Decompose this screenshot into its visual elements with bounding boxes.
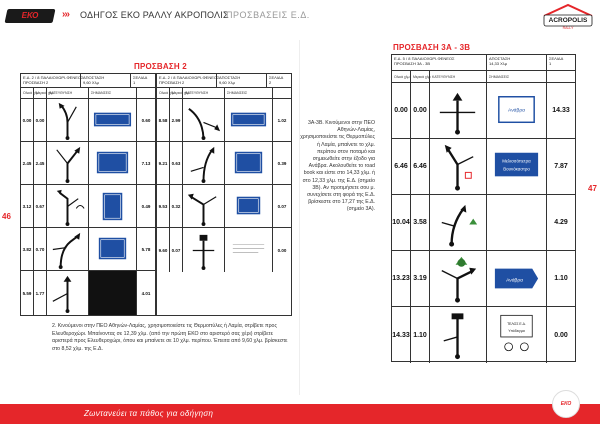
remaining-km: 0.00 xyxy=(554,331,568,339)
remaining-km: 0.39 xyxy=(277,160,287,166)
road-sign xyxy=(89,228,137,270)
roadbook-subheader: Ολικά χλμ Μερικά χλμ ΚΑΤΕΥΘΥΝΣΗ ΣΗΜΑΝΣΕΙΣ xyxy=(21,88,155,99)
junction-diagram xyxy=(47,142,89,184)
road-sign xyxy=(89,99,137,141)
partial-km: 0.63 xyxy=(170,142,183,184)
partial-km: 2.99 xyxy=(170,99,183,141)
roadbook-header: Ε.Δ. 2 / 8 ΠΑΛΑΙΟΧΩΡΙ-ΦΕΝΕΟΣ ΠΡΟΣΒΑΣΗ 2 ΑΠΟΣΤΑΣΗ 9,60 Χλμ ΣΕΛΙΔΑ 1 xyxy=(21,74,155,88)
total-km: 3.82 xyxy=(21,228,34,270)
roadbook-subheader: Ολικά χλμ Μερικά χλμ ΚΑΤΕΥΘΥΝΣΗ ΣΗΜΑΝΣΕΙΣ xyxy=(392,71,575,83)
total-km: 14.33 xyxy=(392,307,411,363)
road-sign xyxy=(89,142,137,184)
remaining-km: 0.60 xyxy=(141,117,151,123)
roadbook-header: Ε.Δ. 5 / 8 ΠΑΛΑΙΟΧΩΡΙ-ΦΕΝΕΟΣ ΠΡΟΣΒΑΣΗ 3Α - 3Β ΑΠΟΣΤΑΣΗ 14,33 Χλμ ΣΕΛΙΔΑ 1 xyxy=(392,55,575,71)
table-row xyxy=(157,99,291,142)
junction-diagram xyxy=(183,185,225,227)
partial-km: 1.77 xyxy=(34,271,47,315)
svg-text:Υπόδειγμα: Υπόδειγμα xyxy=(508,329,525,334)
total-km: 5.59 xyxy=(21,271,34,315)
table-row xyxy=(157,142,291,185)
svg-text:Ανάβρα: Ανάβρα xyxy=(506,278,524,284)
table-row xyxy=(21,271,155,315)
roadbook-right xyxy=(391,54,576,362)
partial-km: 2.45 xyxy=(34,142,47,184)
junction-diagram xyxy=(47,271,89,315)
road-sign xyxy=(225,99,273,141)
remaining-km: 1.10 xyxy=(554,275,568,282)
partial-km: 3.58 xyxy=(411,195,430,250)
remaining-km: 7.13 xyxy=(141,160,151,166)
chevron-right-icon: ››› xyxy=(62,9,69,20)
remaining-km: 1.02 xyxy=(277,117,287,123)
roadbook-header: Ε.Δ. 2 / 8 ΠΑΛΑΙΟΧΩΡΙ-ΦΕΝΕΟΣ ΠΡΟΣΒΑΣΗ 2 ΑΠΟΣΤΑΣΗ 9,60 Χλμ ΣΕΛΙΔΑ 2 xyxy=(157,74,291,88)
partial-km: 0.07 xyxy=(170,228,183,272)
table-row xyxy=(157,228,291,272)
remaining-km: 0.49 xyxy=(141,203,151,209)
total-km: 9.60 xyxy=(157,228,170,272)
acropolis-rally-logo xyxy=(540,2,596,30)
total-km: 13.23 xyxy=(392,251,411,306)
total-km: 6.46 xyxy=(392,139,411,194)
partial-km: 0.00 xyxy=(34,99,47,141)
remaining-km: 7.87 xyxy=(554,163,568,170)
page-number-left: 46 xyxy=(2,212,11,221)
page-header xyxy=(0,0,600,34)
page-divider xyxy=(299,40,300,395)
junction-diagram xyxy=(47,228,89,270)
page-number-right: 47 xyxy=(588,184,597,193)
junction-diagram xyxy=(430,195,487,250)
table-row xyxy=(392,83,575,139)
svg-text:ACROPOLIS: ACROPOLIS xyxy=(548,17,588,24)
total-km: 0.00 xyxy=(21,99,34,141)
junction-diagram xyxy=(430,251,487,306)
junction-diagram xyxy=(47,185,89,227)
table-row xyxy=(392,139,575,195)
remaining-km: 5.78 xyxy=(141,246,151,252)
svg-text:Μελισσόπετρα: Μελισσόπετρα xyxy=(502,158,531,164)
partial-km: 0.70 xyxy=(34,228,47,270)
partial-km: 0.00 xyxy=(411,83,430,138)
partial-km: 6.46 xyxy=(411,139,430,194)
road-sign xyxy=(225,228,273,272)
road-sign xyxy=(225,185,273,227)
footer-slogan: Ζωντανεύει τα πάθος για οδήγηση xyxy=(84,409,214,418)
junction-diagram xyxy=(183,99,225,141)
blank-cell xyxy=(89,271,137,315)
remaining-km: 14.33 xyxy=(552,107,570,114)
table-row xyxy=(157,185,291,228)
junction-diagram xyxy=(430,307,487,363)
section-heading-right: ΠΡΟΣΒΑΣΗ 3Α - 3Β xyxy=(393,43,471,52)
table-row xyxy=(392,251,575,307)
table-row xyxy=(392,195,575,251)
total-km: 2.45 xyxy=(21,142,34,184)
description-right: 3Α-3Β. Κινούμενοι στην ΠΕΟ Αθηνών-Λαμίας, χρησιμοποιείστε τις Θερμοπύλες ή Λαμία, μπαίνετε το χλμ. περίπου στον ποταμό και σημειωθείτε στην έξοδο για Ανάβρα. Ακολουθείτε το road book και είστε στο 14,33 χλμ. ή στο 12,33 χλμ. της Ε.Δ. (σημείο 3Β). Αν προτιμήσετε σου μ. συνεχίσετε στη φορά της Ε.Δ. βρίσκεστε στο 17,27 της Ε.Δ. (σημείο 3Α). xyxy=(300,120,375,213)
junction-diagram xyxy=(47,99,89,141)
svg-text:Ανάβρα: Ανάβρα xyxy=(508,108,525,114)
partial-km: 1.10 xyxy=(411,307,430,363)
eko-logo: ΕΚΟ xyxy=(5,9,56,23)
section-heading-left: ΠΡΟΣΒΑΣΗ 2 xyxy=(134,62,187,71)
road-sign xyxy=(487,307,547,363)
total-km: 10.04 xyxy=(392,195,411,250)
table-row xyxy=(21,99,155,142)
junction-diagram xyxy=(183,142,225,184)
roadbook-subheader: Ολικά χλμ Μερικά χλμ ΚΑΤΕΥΘΥΝΣΗ ΣΗΜΑΝΣΕΙΣ xyxy=(157,88,291,99)
eko-footer-logo: ΕΚΟ xyxy=(552,390,580,418)
table-row xyxy=(21,228,155,271)
table-row xyxy=(392,307,575,363)
total-km: 9.53 xyxy=(157,185,170,227)
partial-km: 3.19 xyxy=(411,251,430,306)
svg-text:RALLY: RALLY xyxy=(562,26,574,30)
total-km: 0.00 xyxy=(392,83,411,138)
page-footer xyxy=(0,401,600,424)
table-row xyxy=(21,185,155,228)
road-sign xyxy=(225,142,273,184)
remaining-km: 4.01 xyxy=(141,290,151,296)
svg-text:Βουνόκαστρο: Βουνόκαστρο xyxy=(503,166,530,172)
svg-text:ΤΕΛΟΣ Ε.Δ.: ΤΕΛΟΣ Ε.Δ. xyxy=(507,322,526,327)
road-sign xyxy=(487,139,547,194)
partial-km: 0.67 xyxy=(34,185,47,227)
junction-diagram xyxy=(430,83,487,138)
remaining-km: 0.07 xyxy=(277,203,287,209)
junction-diagram xyxy=(183,228,225,272)
roadbook-left-b xyxy=(156,73,292,316)
road-sign xyxy=(487,83,547,138)
roadbook-left-a xyxy=(20,73,156,316)
total-km: 3.12 xyxy=(21,185,34,227)
junction-diagram xyxy=(430,139,487,194)
road-sign xyxy=(487,195,547,250)
total-km: 9.21 xyxy=(157,142,170,184)
remaining-km: 4.29 xyxy=(554,219,568,226)
remaining-km: 0.00 xyxy=(277,247,287,253)
road-sign xyxy=(89,185,137,227)
total-km: 8.58 xyxy=(157,99,170,141)
partial-km: 0.32 xyxy=(170,185,183,227)
section-title: ΠΡΟΣΒΑΣΕΙΣ Ε.Δ. xyxy=(226,10,310,20)
guide-title: ΟΔΗΓΟΣ ΕΚΟ ΡΑΛΛΥ ΑΚΡΟΠΟΛΙΣ xyxy=(80,10,229,20)
caption-left: 2. Κινούμενοι στην ΠΕΟ Αθηνών-Λαμίας, χρησιμοποιείστε τις Θερμοπύλες ή Λαμία, στρίβετε προς Ελευθεροχώρι. Μπαίνοντας σε 12,39 χλμ. (από την πρώτη ΕΚΟ στο αριστερό σας χέρι) στρίβετε αριστερά προς Ελευθεροχώρι, όπου και μπαίνετε σε 10 χλμ. περίπου. Έπειτα από 9,60 χλμ. βρίσκεστε στο 8,52 χλμ. της Ε.Δ. xyxy=(52,323,288,352)
road-sign xyxy=(487,251,547,306)
table-row xyxy=(21,142,155,185)
